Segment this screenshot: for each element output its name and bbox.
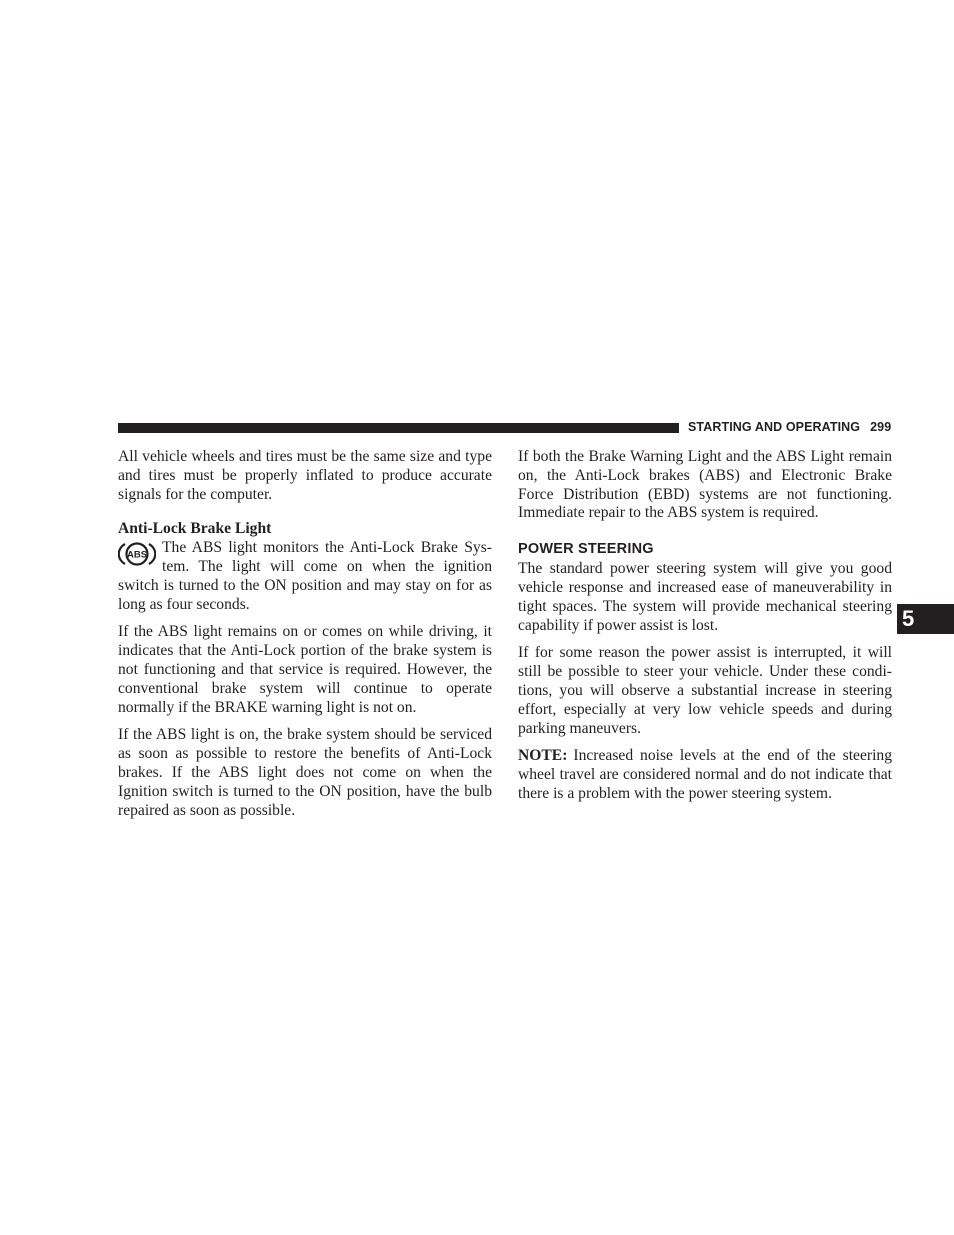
- power-assist-paragraph: If for some reason the power assist is interrupted, it will still be possible to steer your vehicle. Under these conditions, you will observe a substantial increase in steering effort, especially at very low vehicle speeds and during parking maneuvers.: [518, 644, 892, 737]
- running-header: [688, 420, 892, 434]
- right-column: [518, 448, 892, 813]
- left-column: [118, 448, 492, 829]
- abs-light-text: The ABS light monitors the Anti-Lock Brake System. The light will come on when the ignition switch is turned to the ON position and may stay on for as long as four seconds.: [118, 539, 492, 613]
- intro-paragraph: All vehicle wheels and tires must be the same size and type and tires must be properly inflated to produce accurate signals for the computer.: [118, 448, 492, 503]
- abs-remains-on-paragraph: If the ABS light remains on or comes on while driving, it indicates that the Anti-Lock portion of the brake system is not functioning and that service is required. However, the conventional brake system will continue to operate normally if the BRAKE warning light is not on.: [118, 623, 492, 716]
- section-title: STARTING AND OPERATING: [688, 420, 861, 434]
- note-label: NOTE:: [518, 747, 568, 765]
- power-steering-paragraph: The standard power steering system will give you good vehicle response and increased ease of maneuverability in tight spaces. The system will provide mechanical steering capability if power assist is lost.: [518, 560, 892, 634]
- both-lights-paragraph: If both the Brake Warning Light and the ABS Light remain on, the Anti-Lock brakes (ABS) and Electronic Brake Force Distribution (EBD) systems are not functioning. Immediate repair to the ABS system is required.: [518, 448, 892, 522]
- abs-warning-icon: [118, 539, 156, 569]
- page-number: 299: [870, 420, 892, 434]
- power-steering-heading: POWER STEERING: [518, 541, 654, 558]
- note-paragraph: [518, 747, 892, 803]
- chapter-tab: 5: [897, 604, 954, 634]
- note-text: Increased noise levels at the end of the steering wheel travel are considered normal and do not indicate that there is a problem with the power steering system.: [518, 747, 892, 802]
- abs-light-paragraph: [118, 539, 492, 614]
- abs-icon-label: ABS: [126, 549, 148, 561]
- header-rule: [118, 423, 679, 433]
- abs-service-paragraph: If the ABS light is on, the brake system should be serviced as soon as possible to restore the benefits of Anti-Lock brakes. If the ABS light does not come on when the Ignition switch is turned to the ON position, have the bulb repaired as soon as possible.: [118, 726, 492, 819]
- abs-light-heading: Anti-Lock Brake Light: [118, 520, 272, 538]
